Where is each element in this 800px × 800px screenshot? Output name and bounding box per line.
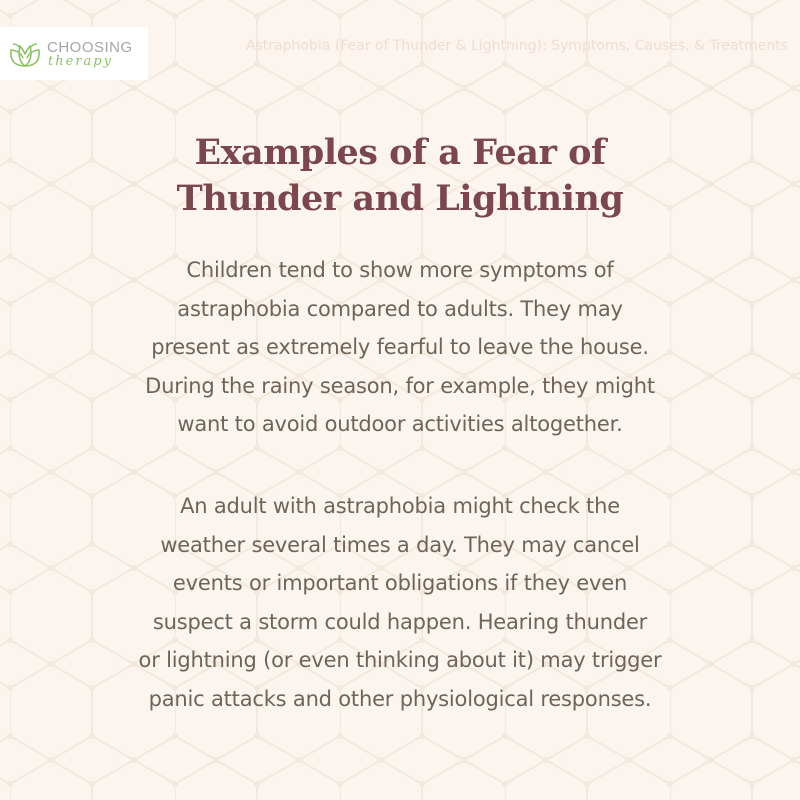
page-title-line-1: Examples of a Fear of (194, 132, 606, 173)
paragraph-line: present as extremely fearful to leave the house. (151, 335, 649, 359)
paragraph-children (0, 251, 800, 444)
paragraph-line: weather several times a day. They may cancel (160, 532, 640, 557)
paragraph-line: events or important obligations if they even (172, 571, 628, 595)
brand-logo[interactable] (0, 27, 148, 80)
lotus-leaf-icon (8, 40, 42, 68)
logo-wordmark-therapy: therapy (48, 54, 113, 69)
paragraph-line: suspect a storm could happen. Hearing thunder (152, 609, 648, 634)
page-title (0, 130, 800, 222)
paragraph-line: Children tend to show more symptoms of (186, 258, 614, 282)
paragraph-line: During the rainy season, for example, they might (145, 373, 655, 398)
paragraph-line: An adult with astraphobia might check the (180, 494, 620, 518)
paragraph-adults (0, 487, 800, 718)
logo-wordmark-choosing: CHOOSING (47, 39, 133, 56)
paragraph-line: or lightning (or even thinking about it) may trigger (138, 648, 662, 672)
paragraph-line: astraphobia compared to adults. They may (177, 296, 623, 321)
page-title-line-2: Thunder and Lightning (176, 178, 624, 219)
paragraph-line: panic attacks and other physiological responses. (148, 686, 652, 711)
article-title: Astraphobia (Fear of Thunder & Lightning): Symptoms, Causes, & Treatments (245, 38, 788, 54)
paragraph-line: want to avoid outdoor activities altogether. (177, 412, 623, 436)
